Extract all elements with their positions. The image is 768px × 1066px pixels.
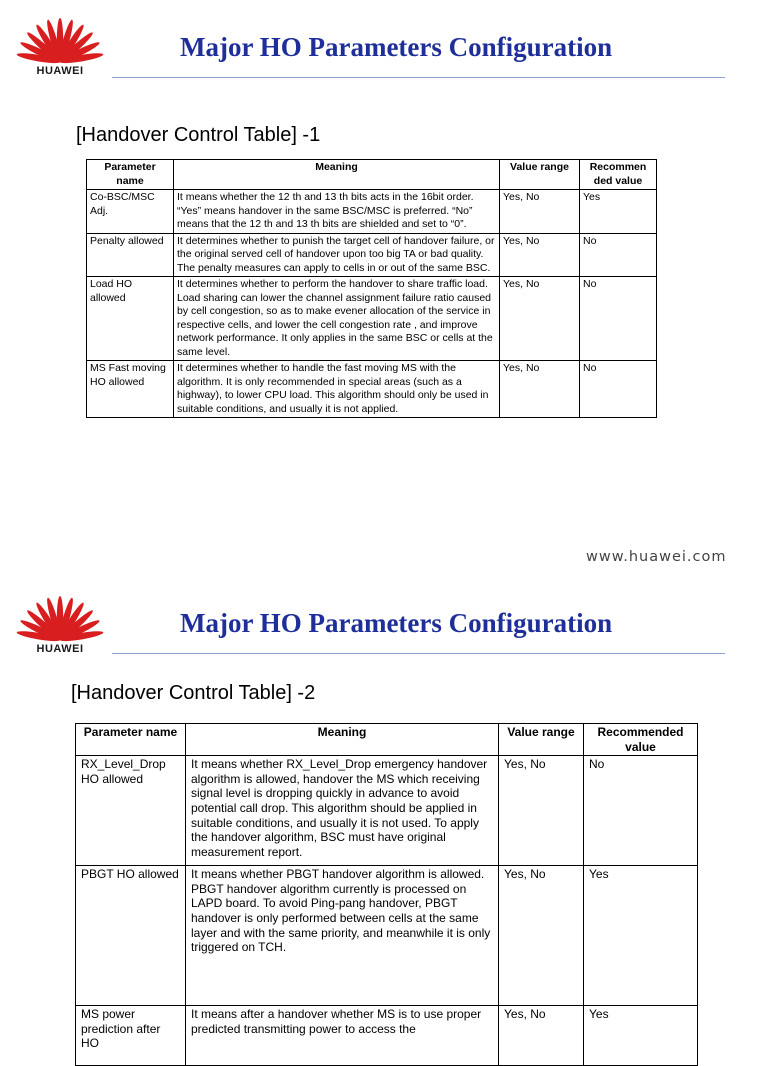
slide-title: Major HO Parameters Configuration bbox=[180, 32, 613, 62]
logo-text: HUAWEI bbox=[36, 643, 84, 655]
slide-title: Major HO Parameters Configuration bbox=[180, 608, 613, 638]
cell-range: Yes, No bbox=[500, 190, 580, 234]
table-header-row bbox=[87, 160, 657, 190]
header-value-range: Value range bbox=[500, 160, 580, 190]
cell-range: Yes, No bbox=[500, 361, 580, 418]
cell-param: Penalty allowed bbox=[87, 233, 174, 277]
cell-recommended: No bbox=[580, 233, 657, 277]
cell-param: RX_Level_Drop HO allowed bbox=[76, 756, 186, 866]
table-header-row bbox=[76, 724, 698, 756]
cell-param: PBGT HO allowed bbox=[76, 866, 186, 1006]
cell-range: Yes, No bbox=[499, 1006, 584, 1066]
header-meaning: Meaning bbox=[186, 724, 499, 756]
section-heading: [Handover Control Table] -1 bbox=[76, 124, 321, 146]
huawei-petals-icon bbox=[26, 18, 94, 64]
cell-recommended: No bbox=[584, 756, 698, 866]
table-row bbox=[76, 866, 698, 1006]
table-row bbox=[87, 233, 657, 277]
table-row bbox=[87, 190, 657, 234]
title-divider bbox=[112, 77, 725, 78]
cell-range: Yes, No bbox=[500, 277, 580, 361]
header-meaning: Meaning bbox=[174, 160, 500, 190]
cell-param: MS power prediction after HO bbox=[76, 1006, 186, 1066]
cell-recommended: Yes bbox=[584, 1006, 698, 1066]
slide-2 bbox=[0, 582, 768, 1051]
table-row bbox=[76, 756, 698, 866]
cell-meaning: It determines whether to punish the target cell of handover failure, or the original served cell of handover upon too big TA or bad quality. The penalty measures can apply to cells in or out of the same BSC. bbox=[174, 233, 500, 277]
table-row bbox=[87, 277, 657, 361]
cell-meaning: It determines whether to perform the handover to share traffic load. Load sharing can lower the channel assignment failure ratio caused by cell congestion, so as to make evener allocation of the service in respective cells, and lower the cell congestion rate , and improve network performance. It only applies in the same BSC or cells at the same level. bbox=[174, 277, 500, 361]
header-parameter-name: Parameter name bbox=[87, 160, 174, 190]
cell-meaning: It means whether the 12 th and 13 th bits acts in the 16bit order. “Yes” means handover in the same BSC/MSC is preferred. “No” means that the 12 th and 13 th bits are shielded and set to “0”. bbox=[174, 190, 500, 234]
header-recommended-value: Recommended value bbox=[584, 724, 698, 756]
header-recommended-value: Recommen ded value bbox=[580, 160, 657, 190]
header-value-range: Value range bbox=[499, 724, 584, 756]
cell-range: Yes, No bbox=[500, 233, 580, 277]
logo-text: HUAWEI bbox=[36, 65, 84, 77]
huawei-petals-icon bbox=[26, 596, 94, 642]
cell-meaning: It means whether RX_Level_Drop emergency handover algorithm is allowed, handover the MS which receiving signal level is dropping quickly in advance to avoid potential call drop. This algorithm should be applied in suitable conditions, and usually it is not used. To apply the handover algorithm, BSC must have original measurement report. bbox=[186, 756, 499, 866]
cell-param: Load HO allowed bbox=[87, 277, 174, 361]
cell-recommended: Yes bbox=[580, 190, 657, 234]
huawei-logo bbox=[24, 18, 96, 77]
cell-recommended: No bbox=[580, 361, 657, 418]
cell-recommended: Yes bbox=[584, 866, 698, 1006]
section-heading: [Handover Control Table] -2 bbox=[71, 682, 316, 704]
cell-range: Yes, No bbox=[499, 756, 584, 866]
huawei-logo bbox=[24, 596, 96, 655]
cell-recommended: No bbox=[580, 277, 657, 361]
cell-meaning: It means whether PBGT handover algorithm is allowed. PBGT handover algorithm currently is processed on LAPD board. To avoid Ping-pang handover, PBGT handover is only performed between cells at the same layer and with the same priority, and meanwhile it is only triggered on TCH. bbox=[186, 866, 499, 1006]
table-row bbox=[87, 361, 657, 418]
cell-meaning: It means after a handover whether MS is to use proper predicted transmitting power to access the bbox=[186, 1006, 499, 1066]
handover-control-table-2 bbox=[75, 723, 698, 1066]
title-divider bbox=[112, 653, 725, 654]
handover-control-table-1 bbox=[86, 159, 657, 418]
cell-meaning: It determines whether to handle the fast moving MS with the algorithm. It is only recommended in special areas (such as a highway), to lower CPU load. This algorithm should only be used in suitable conditions, and usually it is not applied. bbox=[174, 361, 500, 418]
website-url: www.huawei.com bbox=[586, 549, 727, 565]
cell-range: Yes, No bbox=[499, 866, 584, 1006]
header-parameter-name: Parameter name bbox=[76, 724, 186, 756]
cell-param: Co-BSC/MSC Adj. bbox=[87, 190, 174, 234]
cell-param: MS Fast moving HO allowed bbox=[87, 361, 174, 418]
table-row bbox=[76, 1006, 698, 1066]
